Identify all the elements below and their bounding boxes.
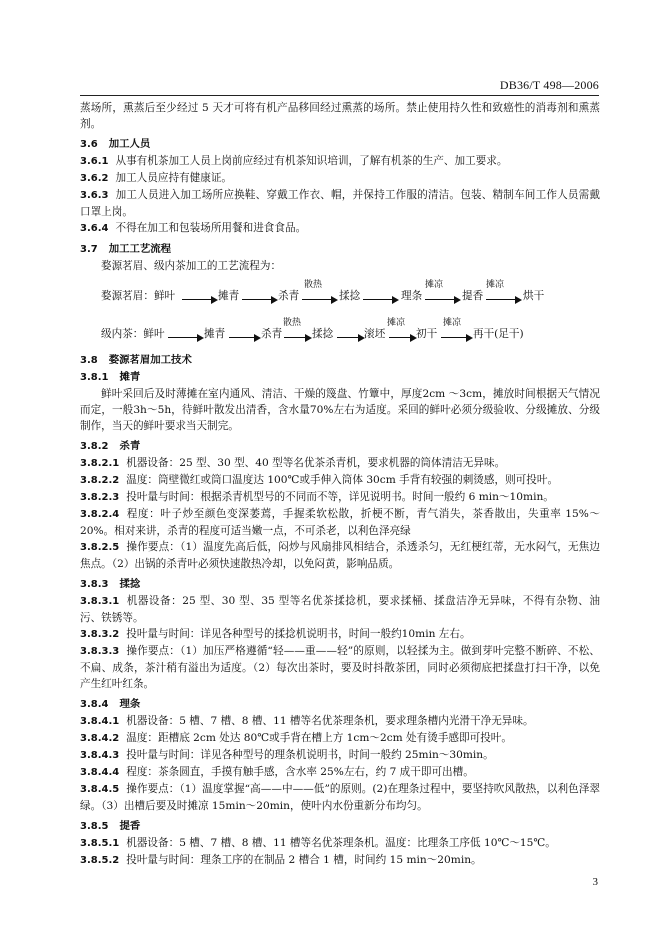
flow-head: 婺源茗眉：鲜叶: [101, 290, 176, 302]
item-text: 操作要点：（1）温度掌握“高——中——低”的原则。(2)在理条过程中，要坚持吹风散热，以利色泽翠绿。（3）出槽后要及时摊凉 15min～20min，使叶内水份重新分布均匀。: [80, 783, 600, 812]
item-3-6-3: [80, 187, 600, 220]
item-text: 投叶量与时间：详见各种型号的理条机说明书，时间一般约 25min～30min。: [126, 749, 494, 761]
section-number: 3.8: [80, 355, 98, 366]
item-3-8-4-3: [80, 747, 600, 764]
item-number: 3.8.3.1: [80, 596, 120, 607]
flow-arrow-label: 散热: [304, 280, 323, 290]
section-number: 3.8.4: [80, 699, 109, 710]
item-number: 3.8.4.5: [80, 784, 120, 795]
item-number: 3.6.2: [80, 173, 109, 184]
item-number: 3.8.3.3: [80, 646, 120, 657]
item-number: 3.8.2.3: [80, 492, 120, 503]
item-3-8-3-2: [80, 626, 600, 643]
item-number: 3.8.4.3: [80, 750, 120, 761]
item-text: 温度：筒壁微红或筒口温度达 100℃或手伸入筒体 30cm 手背有较强的刺烫感，则可投叶。: [126, 474, 559, 486]
section-title: 加工人员: [108, 138, 151, 150]
section-number: 3.6: [80, 139, 98, 150]
item-3-8-2-4: [80, 506, 600, 539]
item-3-8-4-1: [80, 713, 600, 730]
section-3-8-3-heading: [80, 576, 600, 593]
flow-arrow-label: 摊凉: [387, 318, 406, 328]
section-number: 3.7: [80, 244, 98, 255]
item-number: 3.8.3.2: [80, 629, 120, 640]
doc-id-header: DB36/T 498—2006: [499, 78, 599, 92]
item-text: 加工人员应持有健康证。: [115, 172, 233, 184]
item-3-8-2-5: [80, 539, 600, 572]
arrow-icon: [182, 299, 216, 300]
item-3-8-4-5: [80, 781, 600, 814]
item-3-8-1-text: 鲜叶采回后及时薄摊在室内通风、清洁、干燥的篾盘、竹簟中，厚度2cm ～3cm，摊放时间根据天气情况而定，一般3h～5h，待鲜叶散发出清香，含水量70%左右为适度。采回的鲜叶必须分级验收、分级摊放、分级制作，当天的鲜叶要求当天制完。: [80, 388, 600, 432]
item-3-8-5-2: [80, 852, 600, 869]
arrow-icon: [486, 299, 520, 300]
process-intro: 婺源茗眉、级内茶加工的工艺流程为：: [101, 260, 282, 272]
section-title: 杀青: [119, 440, 141, 452]
section-number: 3.8.5: [80, 821, 109, 832]
section-3-7-heading: [80, 241, 600, 258]
section-title: 揉捻: [119, 578, 141, 590]
item-text: 机器设备：25 型、30 型、35 型等名优茶揉捻机，要求揉桶、揉盘洁净无异味，不得有杂物、油污、铁锈等。: [80, 595, 600, 624]
section-number: 3.8.2: [80, 441, 109, 452]
item-number: 3.8.5.2: [80, 855, 120, 866]
item-number: 3.8.5.1: [80, 838, 120, 849]
flow-step: 初干: [416, 328, 438, 340]
flow-arrow-label: 摊凉: [425, 280, 444, 290]
section-3-8-5-heading: [80, 818, 600, 835]
flow-arrow-label: 散热: [283, 318, 302, 328]
section-3-8-2-heading: [80, 438, 600, 455]
item-number: 3.8.2.5: [80, 542, 120, 553]
item-number: 3.8.2.2: [80, 475, 120, 486]
item-3-8-4-4: [80, 764, 600, 781]
flow-step: 再干(足干): [473, 328, 524, 340]
item-text: 从事有机茶加工人员上岗前应经过有机茶知识培训，了解有机茶的生产、加工要求。: [115, 155, 508, 167]
item-number: 3.8.2.4: [80, 509, 120, 520]
page-number: 3: [592, 876, 598, 888]
item-text: 投叶量与时间：详见各种型号的揉捻机说明书，时间一般约10min 左右。: [126, 628, 471, 640]
item-3-8-2-1: [80, 455, 600, 472]
section-3-8-heading: [80, 352, 600, 369]
item-text: 机器设备：5 槽、7 槽、8 槽、11 槽等名优茶理条机。温度：比理条工序低 10℃～15℃。: [126, 837, 556, 849]
item-number: 3.8.4.1: [80, 716, 120, 727]
item-3-8-3-1: [80, 593, 600, 626]
section-3-8-1-heading: [80, 369, 600, 386]
flow-step: 理条: [401, 290, 423, 302]
arrow-icon: [363, 299, 397, 300]
item-3-6-2: [80, 170, 600, 187]
flow-step: 摊青: [218, 290, 240, 302]
flow-step: 烘干: [523, 290, 545, 302]
arrow-icon: [441, 337, 471, 338]
arrow-icon: [302, 299, 336, 300]
arrow-icon: [284, 337, 310, 338]
item-3-6-4: [80, 220, 600, 237]
item-number: 3.6.4: [80, 223, 109, 234]
arrow-icon: [242, 299, 276, 300]
item-text: 程度：茶条圆直，手摸有触手感，含水率 25%左右，约 7 成干即可出槽。: [126, 766, 474, 778]
section-number: 3.8.3: [80, 579, 109, 590]
flow-arrow-label: 摊凉: [486, 280, 505, 290]
item-number: 3.6.1: [80, 156, 109, 167]
arrow-icon: [168, 337, 202, 338]
item-text: 投叶量与时间：理条工序的在制品 2 槽合 1 槽，时间约 15 min～20min。: [126, 854, 482, 866]
section-title: 理条: [119, 698, 141, 710]
item-text: 操作要点：（1）温度先高后低，闷炒与风扇排风相结合，杀透杀匀，无红梗红蒂，无水闷气，无焦边焦点。（2）出锅的杀青叶必须快速散热冷却，以免闷黄，影响品质。: [80, 541, 600, 570]
item-text: 投叶量与时间：根据杀青机型号的不同而不等，详见说明书。时间一般约 6 min～10min。: [126, 491, 554, 503]
flow-arrow-label: 摊凉: [443, 318, 462, 328]
arrow-icon: [229, 337, 259, 338]
item-3-8-2-2: [80, 472, 600, 489]
item-number: 3.8.4.2: [80, 733, 120, 744]
section-title: 加工工艺流程: [108, 243, 172, 255]
arrow-icon: [389, 337, 415, 338]
arrow-icon: [425, 299, 459, 300]
flow-step: 揉捻: [312, 328, 334, 340]
item-3-8-3-3: [80, 643, 600, 692]
process-flow-jineicha: [80, 316, 600, 346]
item-number: 3.8.2.1: [80, 458, 120, 469]
flow-step: 提香: [462, 290, 484, 302]
item-text: 温度：距槽底 2cm 处达 80℃或手背在槽上方 1cm～2cm 处有烫手感即可投叶。: [126, 732, 512, 744]
flow-step: 滚坯: [364, 328, 386, 340]
flow-step: 杀青: [261, 328, 283, 340]
flow-step: 揉捻: [339, 290, 361, 302]
section-number: 3.8.1: [80, 372, 109, 383]
section-3-6-heading: [80, 136, 600, 153]
item-text: 机器设备：5 槽、7 槽、8 槽、11 槽等名优茶理条机，要求理条槽内光滑干净无异味。: [126, 715, 534, 727]
header-rule: [80, 95, 599, 96]
item-text: 机器设备：25 型、30 型、40 型等名优茶杀青机，要求机器的筒体清洁无异味。: [126, 457, 506, 469]
item-3-6-1: [80, 153, 600, 170]
section-title: 提香: [119, 820, 141, 832]
item-text: 加工人员进入加工场所应换鞋、穿戴工作衣、帽，并保持工作服的清洁。包装、精制车间工作人员需戴口罩上岗。: [80, 189, 600, 218]
flow-head: 级内茶：鲜叶: [101, 328, 165, 340]
item-text: 不得在加工和包装场所用餐和进食食品。: [115, 222, 307, 234]
item-text: 操作要点：（1）加压严格遵循“轻——重——轻”的原则，以轻揉为主。做到芽叶完整不断碎、不松、不扁、成条，茶汁稍有溢出为适度。（2）每次出茶时，要及时抖散茶团，同时必须彻底把揉盘打扫干净，以免产生红叶红条。: [80, 645, 600, 690]
item-3-8-5-1: [80, 835, 600, 852]
item-number: 3.6.3: [80, 190, 109, 201]
item-3-8-4-2: [80, 730, 600, 747]
section-3-8-4-heading: [80, 696, 600, 713]
page-content: [80, 100, 600, 869]
arrow-icon: [337, 337, 363, 338]
item-3-8-2-3: [80, 489, 600, 506]
item-number: 3.8.4.4: [80, 767, 120, 778]
section-title: 婺源茗眉加工技术: [108, 354, 192, 366]
flow-step: 杀青: [278, 290, 300, 302]
flow-step: 摊青: [204, 328, 226, 340]
section-title: 摊青: [119, 371, 141, 383]
item-text: 程度：叶子炒至颜色变深萎蔫，手握柔软松散，折梗不断，青气消失，茶香散出，失重率 15%～20%。相对来讲，杀青的程度可适当嫩一点，不可杀老，以利色泽亮绿: [80, 508, 600, 537]
process-flow-mingmei: [80, 278, 600, 308]
top-paragraph: 蒸场所，熏蒸后至少经过 5 天才可将有机产品移回经过熏蒸的场所。禁止使用持久性和致癌性的消毒剂和熏蒸剂。: [80, 102, 600, 130]
